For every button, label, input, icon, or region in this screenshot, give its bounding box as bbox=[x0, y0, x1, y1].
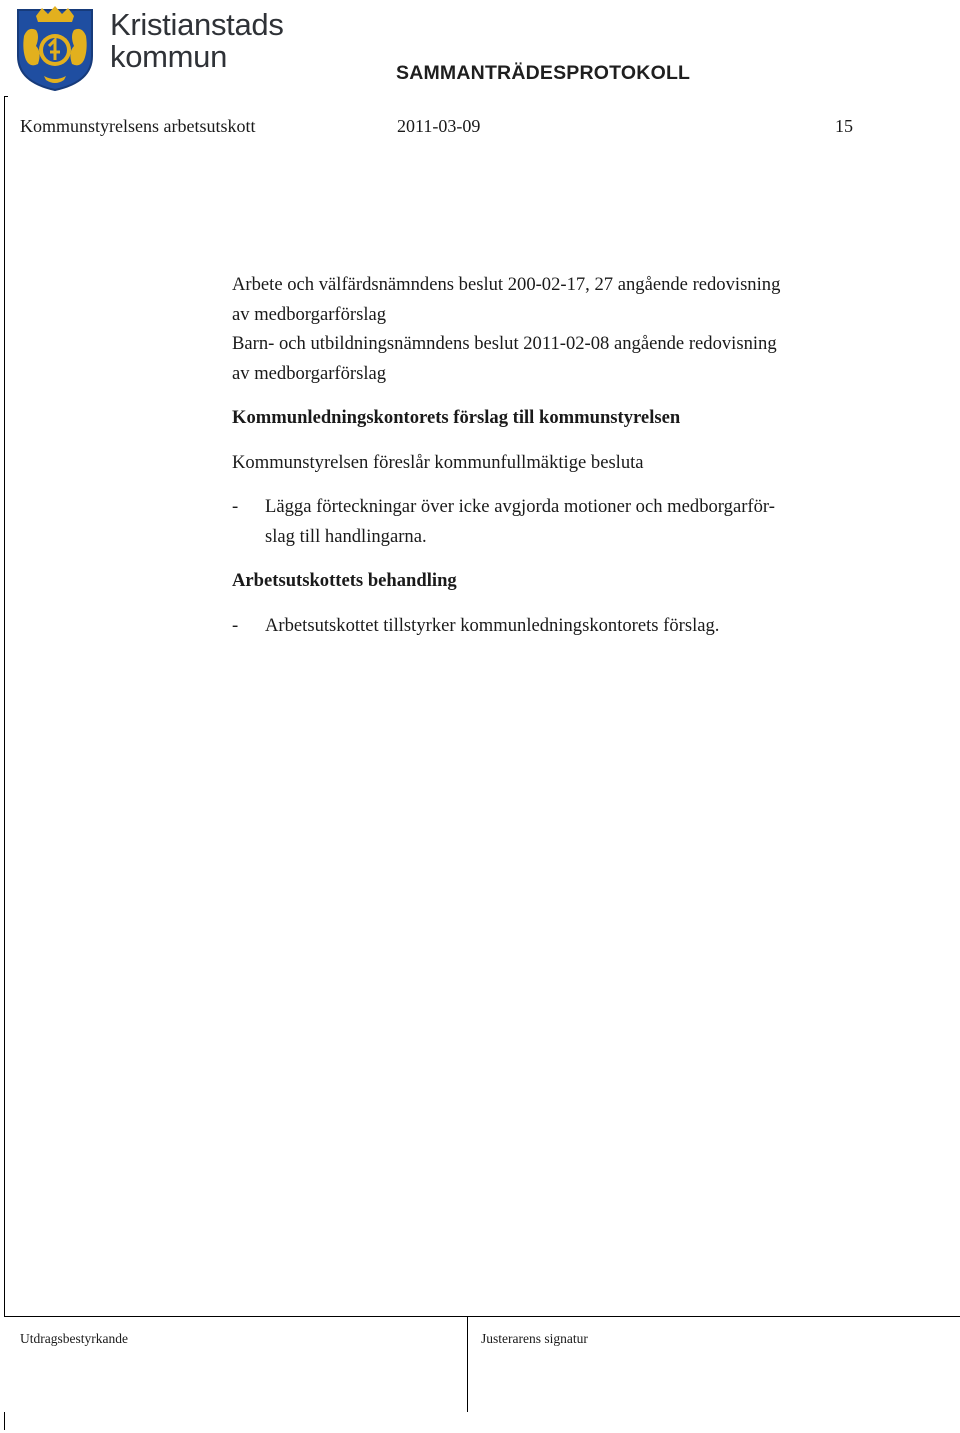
coat-of-arms-icon bbox=[14, 6, 96, 92]
adjuster-signature-label: Justerarens signatur bbox=[481, 1331, 588, 1346]
committee-name: Kommunstyrelsens arbetsutskott bbox=[20, 116, 256, 136]
logo-wordmark bbox=[110, 8, 284, 72]
reference-line: av medborgarförslag bbox=[232, 303, 387, 325]
left-margin-rule bbox=[4, 96, 5, 1316]
reference-line: av medborgarförslag bbox=[232, 362, 387, 384]
certification-label: Utdragsbestyrkande bbox=[20, 1331, 128, 1346]
header-rule-tick bbox=[4, 96, 8, 97]
footer-rule bbox=[4, 1316, 960, 1317]
logo-line-2: kommun bbox=[110, 39, 228, 74]
proposal-intro: Kommunstyrelsen föreslår kommunfullmäktige besluta bbox=[232, 451, 644, 473]
protocol-body bbox=[232, 270, 912, 640]
list-dash: - bbox=[232, 614, 239, 636]
list-dash: - bbox=[232, 496, 239, 517]
proposal-item-line-2: slag till handlingarna. bbox=[265, 525, 427, 547]
footer-left-rule bbox=[4, 1412, 5, 1430]
page-number: 15 bbox=[835, 116, 853, 136]
proposal-item-line-1: Lägga förteckningar över icke avgjorda motioner och medborgarför- bbox=[265, 496, 775, 517]
section-heading-treatment: Arbetsutskottets behandling bbox=[232, 570, 457, 591]
proposal-list-item bbox=[232, 492, 912, 551]
decision-list-item bbox=[232, 611, 912, 641]
footer-divider bbox=[467, 1316, 468, 1412]
meeting-date: 2011-03-09 bbox=[397, 116, 481, 136]
section-heading-proposal: Kommunledningskontorets förslag till kommunstyrelsen bbox=[232, 407, 681, 428]
reference-line: Arbete och välfärdsnämndens beslut 200-02-17, 27 angående redovisning bbox=[232, 274, 781, 295]
document-type: SAMMANTRÄDESPROTOKOLL bbox=[396, 62, 691, 84]
reference-line: Barn- och utbildningsnämndens beslut 2011-02-08 angående redovisning bbox=[232, 333, 777, 354]
decision-text: Arbetsutskottet tillstyrker kommunledningskontorets förslag. bbox=[265, 614, 720, 636]
logo-line-1: Kristianstads bbox=[110, 7, 284, 42]
